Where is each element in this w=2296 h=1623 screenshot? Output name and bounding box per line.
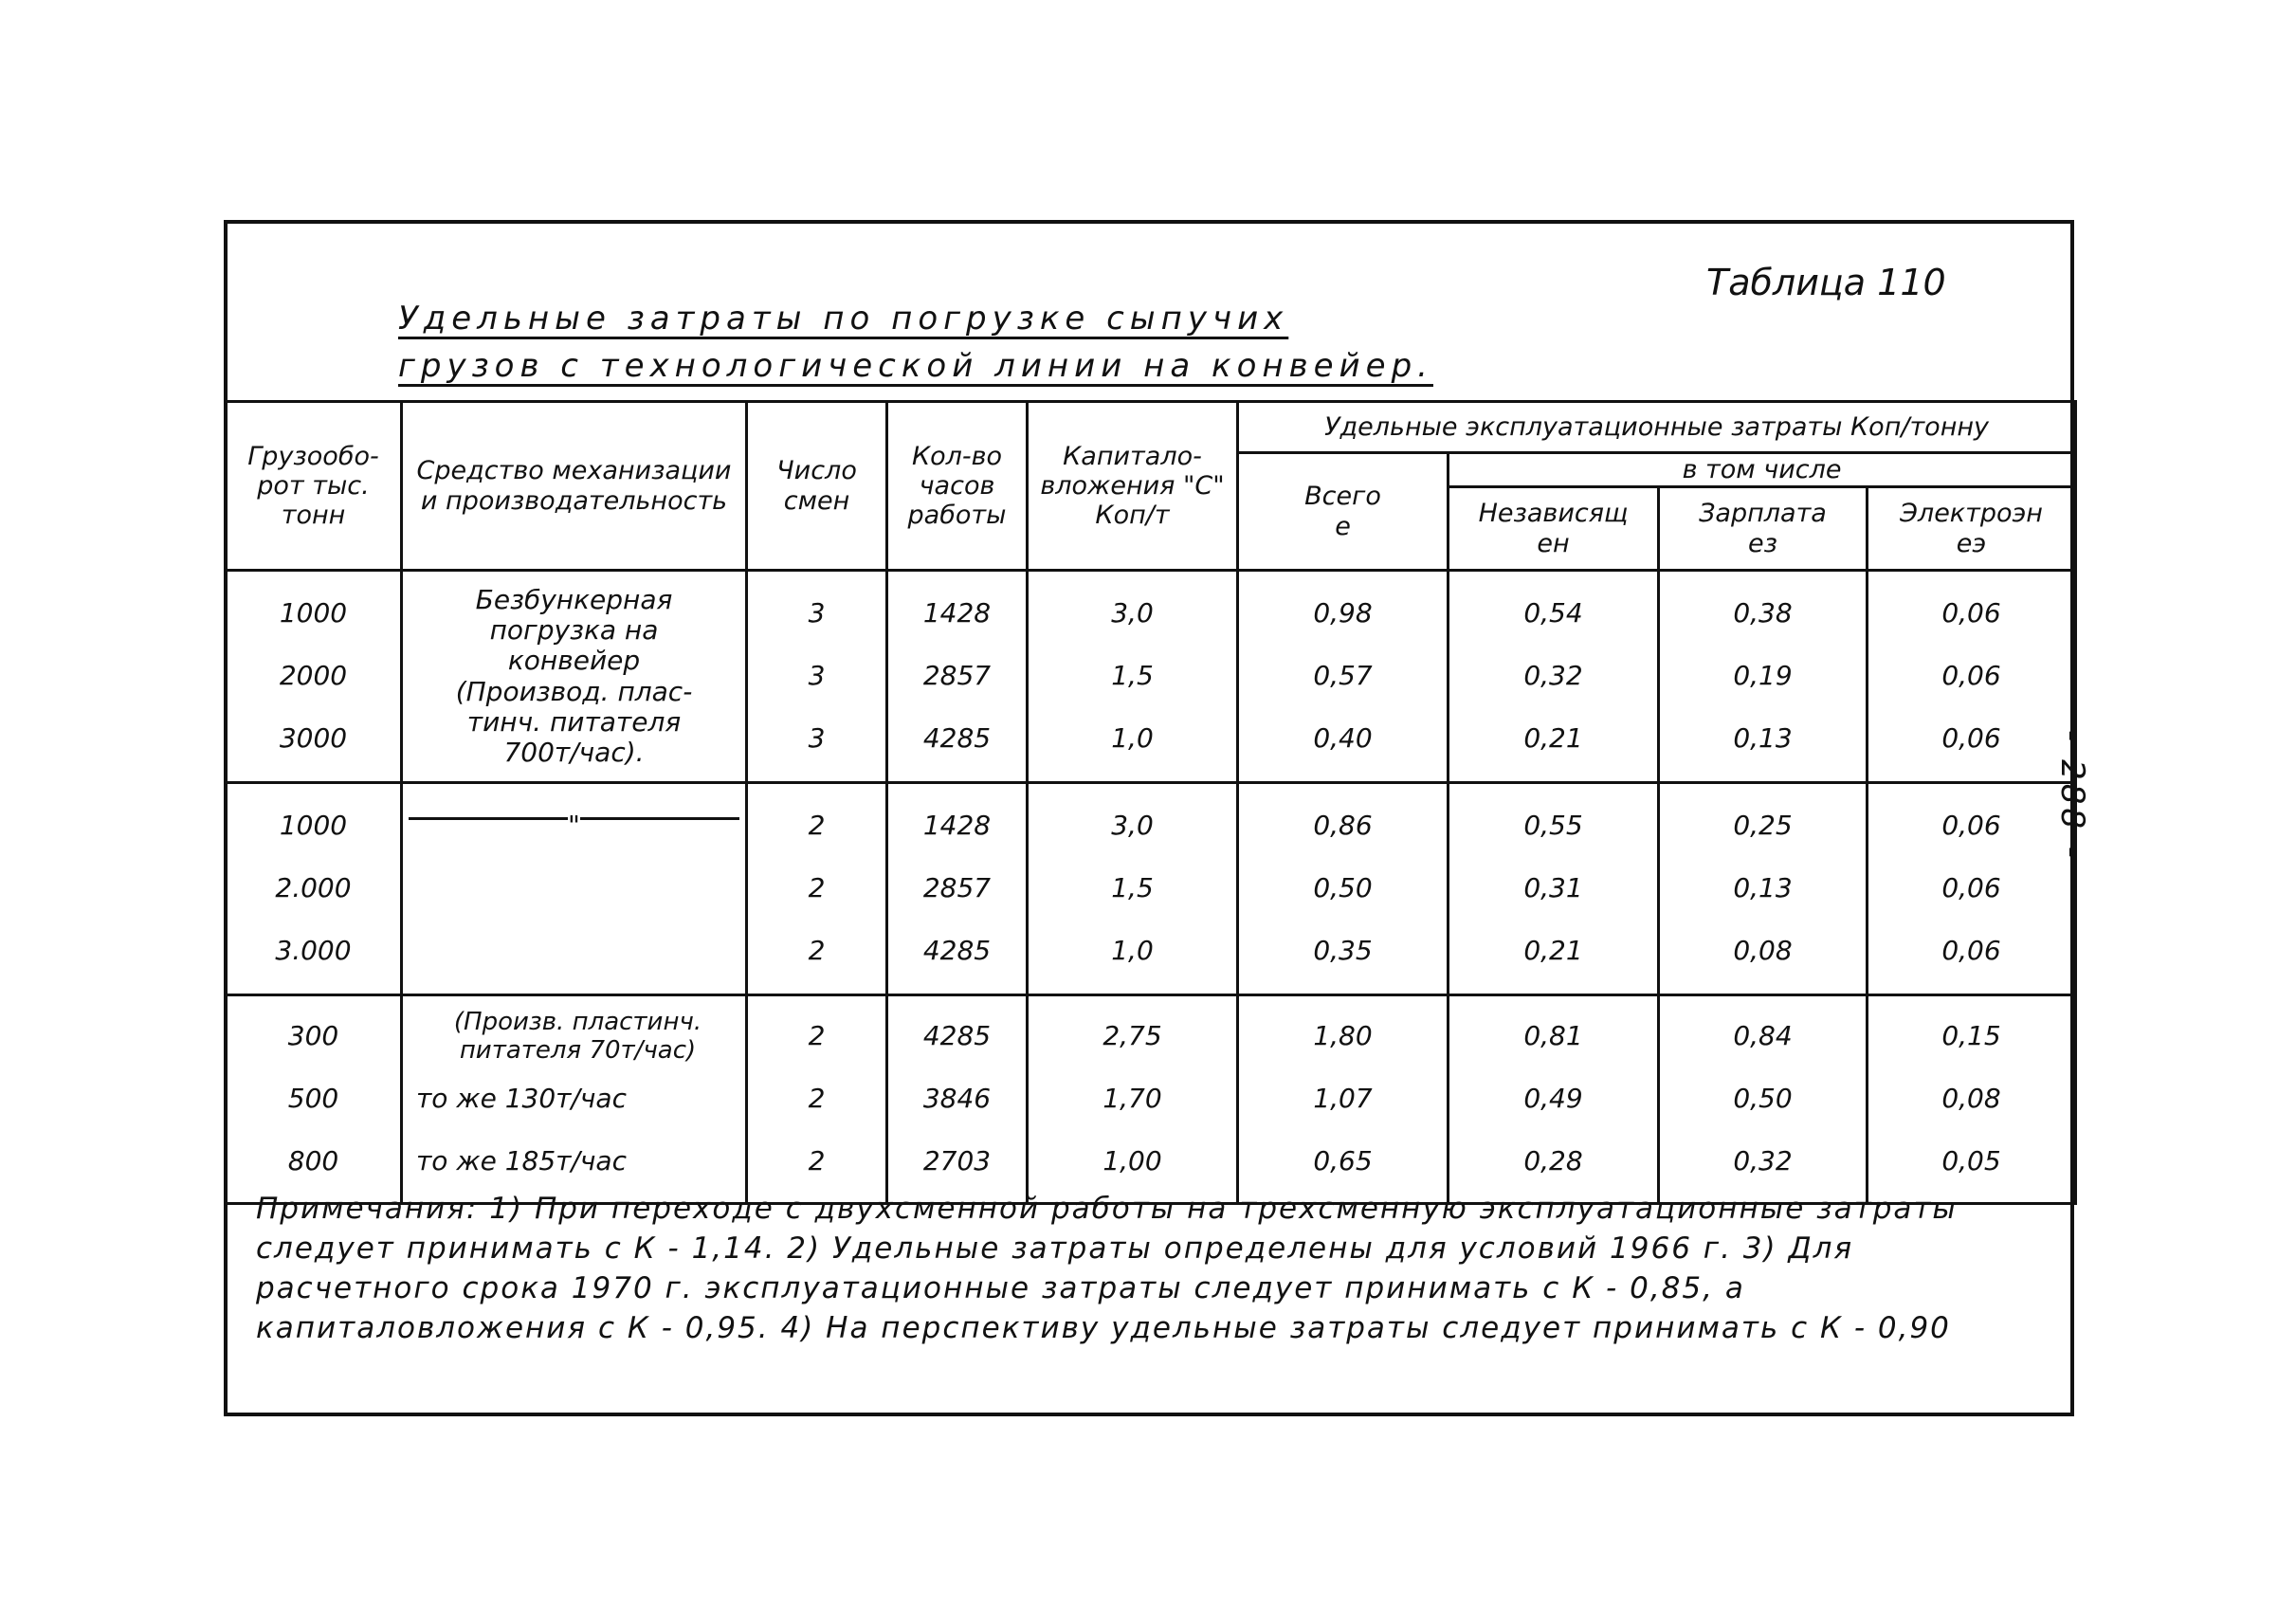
- capital-value: 3,0: [1111, 810, 1154, 842]
- elec-cell: [1868, 783, 2076, 995]
- total-cell: [1238, 783, 1449, 995]
- header-elec: [1868, 487, 2076, 571]
- means-value: то же 130т/час: [416, 1083, 627, 1115]
- means-line: Безбункерная: [475, 583, 673, 615]
- cost-table: [224, 400, 2077, 1205]
- table-label: Таблица 110: [1706, 262, 1946, 303]
- shifts-value: 3: [808, 597, 826, 629]
- cargo-cell: [226, 783, 402, 995]
- wage-value: 0,13: [1733, 872, 1793, 904]
- ditto-line-right: [580, 817, 739, 820]
- header-wage-label: Зарплата: [1699, 499, 1827, 529]
- shifts-cell: [747, 571, 887, 783]
- capital-value: 1,0: [1111, 722, 1154, 755]
- capital-value: 1,70: [1102, 1083, 1162, 1115]
- cargo-value: 1000: [279, 597, 348, 629]
- elec-value: 0,08: [1941, 1083, 2001, 1115]
- document-frame: [224, 220, 2074, 1416]
- table-group-1: [226, 571, 2076, 783]
- indep-cell: [1449, 783, 1659, 995]
- ditto-mark: [409, 795, 739, 858]
- wage-cell: [1659, 995, 1868, 1204]
- capital-cell: [1028, 571, 1238, 783]
- means-value: то же 185т/час: [416, 1145, 627, 1177]
- elec-cell: [1868, 995, 2076, 1204]
- hours-value: 1428: [922, 597, 992, 629]
- indep-value: 0,81: [1523, 1020, 1583, 1052]
- shifts-value: 2: [808, 1083, 826, 1115]
- ditto-symbol: ": [568, 810, 580, 842]
- wage-value: 0,13: [1733, 722, 1793, 755]
- shifts-value: 3: [808, 722, 826, 755]
- total-cell: [1238, 571, 1449, 783]
- cargo-value: 3000: [279, 722, 348, 755]
- notes: Примечания: 1) При переходе с двухсменной работы на трехсменную эксплуатационные затраты следует принимать с К - 1,14. 2) Удельные затраты определены для условий 1966 г. 3) Для расчетного срока 1970 г. эксплуатационные затраты следует принимать с К - 0,85, а капиталовложения с К - 0,95. 4) На перспективу удельные затраты следует принимать с К - 0,90: [256, 1192, 1958, 1346]
- total-value: 0,57: [1313, 660, 1373, 692]
- elec-value: 0,06: [1941, 935, 2001, 967]
- capital-value: 2,75: [1102, 1020, 1162, 1052]
- capital-value: 1,5: [1111, 872, 1154, 904]
- shifts-value: 2: [808, 1145, 826, 1177]
- hours-value: 2857: [922, 872, 992, 904]
- header-wage: [1659, 487, 1868, 571]
- cargo-value: 2.000: [275, 872, 352, 904]
- table-group-3: [226, 995, 2076, 1204]
- cargo-value: 3.000: [275, 935, 352, 967]
- wage-value: 0,84: [1733, 1020, 1793, 1052]
- hours-value: 4285: [922, 722, 992, 755]
- indep-value: 0,28: [1523, 1145, 1583, 1177]
- elec-value: 0,06: [1941, 722, 2001, 755]
- header-incl: в том числе: [1449, 453, 2076, 487]
- cargo-value: 300: [287, 1020, 339, 1052]
- shifts-value: 2: [808, 1020, 826, 1052]
- page-number: - 288 -: [2053, 730, 2091, 863]
- empty-slot: [409, 858, 739, 921]
- cargo-value: 1000: [279, 810, 348, 842]
- total-value: 0,35: [1313, 935, 1373, 967]
- means-value: (Произв. пластинч. питателя 70т/час): [453, 1007, 702, 1065]
- title-line-1: Удельные затраты по погрузке сыпучих: [398, 300, 1289, 337]
- hours-value: 3846: [922, 1083, 992, 1115]
- means-cell: [402, 571, 747, 783]
- cargo-value: 500: [287, 1083, 339, 1115]
- header-means: Средство механизации и производательность: [402, 402, 747, 571]
- shifts-value: 2: [808, 935, 826, 967]
- header-total-symbol: е: [1335, 511, 1351, 541]
- hours-value: 2703: [922, 1145, 992, 1177]
- indep-cell: [1449, 995, 1659, 1204]
- cargo-value: 800: [287, 1145, 339, 1177]
- table-group-2: [226, 783, 2076, 995]
- hours-value: 4285: [922, 1020, 992, 1052]
- cargo-value: 2000: [279, 660, 348, 692]
- total-value: 0,65: [1313, 1145, 1373, 1177]
- elec-value: 0,06: [1941, 872, 2001, 904]
- total-value: 1,07: [1313, 1083, 1373, 1115]
- capital-cell: [1028, 995, 1238, 1204]
- header-indep: [1449, 487, 1659, 571]
- means-cell: [402, 995, 747, 1204]
- elec-value: 0,05: [1941, 1145, 2001, 1177]
- hours-cell: [887, 783, 1028, 995]
- means-line: конвейер: [507, 645, 641, 677]
- total-value: 0,40: [1313, 722, 1373, 755]
- wage-value: 0,50: [1733, 1083, 1793, 1115]
- means-line: погрузка на: [489, 614, 659, 647]
- wage-value: 0,32: [1733, 1145, 1793, 1177]
- capital-value: 3,0: [1111, 597, 1154, 629]
- wage-value: 0,19: [1733, 660, 1793, 692]
- total-value: 1,80: [1313, 1020, 1373, 1052]
- means-line: тинч. питателя: [466, 705, 682, 738]
- header-wage-symbol: ез: [1748, 528, 1777, 558]
- means-line: 700т/час).: [503, 736, 645, 768]
- capital-cell: [1028, 783, 1238, 995]
- elec-cell: [1868, 571, 2076, 783]
- capital-value: 1,0: [1111, 935, 1154, 967]
- capital-value: 1,5: [1111, 660, 1154, 692]
- empty-slot: [409, 921, 739, 983]
- wage-value: 0,38: [1733, 597, 1793, 629]
- capital-value: 1,00: [1102, 1145, 1162, 1177]
- header-elec-symbol: еэ: [1956, 528, 1987, 558]
- indep-value: 0,55: [1523, 810, 1583, 842]
- elec-value: 0,15: [1941, 1020, 2001, 1052]
- hours-cell: [887, 571, 1028, 783]
- hours-value: 1428: [922, 810, 992, 842]
- hours-value: 4285: [922, 935, 992, 967]
- hours-value: 2857: [922, 660, 992, 692]
- wage-value: 0,25: [1733, 810, 1793, 842]
- cargo-cell: [226, 571, 402, 783]
- header-capital: Капитало-вложения "С" Коп/т: [1028, 402, 1238, 571]
- hours-cell: [887, 995, 1028, 1204]
- shifts-value: 3: [808, 660, 826, 692]
- wage-value: 0,08: [1733, 935, 1793, 967]
- header-indep-symbol: ен: [1537, 528, 1570, 558]
- header-hours: Кол-во часов работы: [887, 402, 1028, 571]
- indep-value: 0,32: [1523, 660, 1583, 692]
- total-value: 0,98: [1313, 597, 1373, 629]
- shifts-value: 2: [808, 872, 826, 904]
- elec-value: 0,06: [1941, 597, 2001, 629]
- indep-cell: [1449, 571, 1659, 783]
- shifts-value: 2: [808, 810, 826, 842]
- shifts-cell: [747, 783, 887, 995]
- indep-value: 0,54: [1523, 597, 1583, 629]
- cargo-cell: [226, 995, 402, 1204]
- wage-cell: [1659, 783, 1868, 995]
- ditto-line-left: [409, 817, 568, 820]
- header-indep-label: Независящ: [1478, 499, 1629, 529]
- header-cargo: Грузообо-рот тыс. тонн: [226, 402, 402, 571]
- indep-value: 0,31: [1523, 872, 1583, 904]
- means-line: (Производ. плас-: [455, 675, 693, 707]
- header-operating: Удельные эксплуатационные затраты Коп/тонну: [1238, 402, 2076, 453]
- title-line-2: грузов с технологической линии на конвейер.: [398, 347, 1433, 385]
- total-value: 0,86: [1313, 810, 1373, 842]
- header-total: [1238, 453, 1449, 571]
- indep-value: 0,21: [1523, 722, 1583, 755]
- header-total-label: Всего: [1304, 482, 1381, 512]
- total-value: 0,50: [1313, 872, 1373, 904]
- header-elec-label: Электроэн: [1900, 499, 2043, 529]
- indep-value: 0,21: [1523, 935, 1583, 967]
- elec-value: 0,06: [1941, 810, 2001, 842]
- header-shifts: Число смен: [747, 402, 887, 571]
- elec-value: 0,06: [1941, 660, 2001, 692]
- shifts-cell: [747, 995, 887, 1204]
- means-cell: [402, 783, 747, 995]
- wage-cell: [1659, 571, 1868, 783]
- indep-value: 0,49: [1523, 1083, 1583, 1115]
- total-cell: [1238, 995, 1449, 1204]
